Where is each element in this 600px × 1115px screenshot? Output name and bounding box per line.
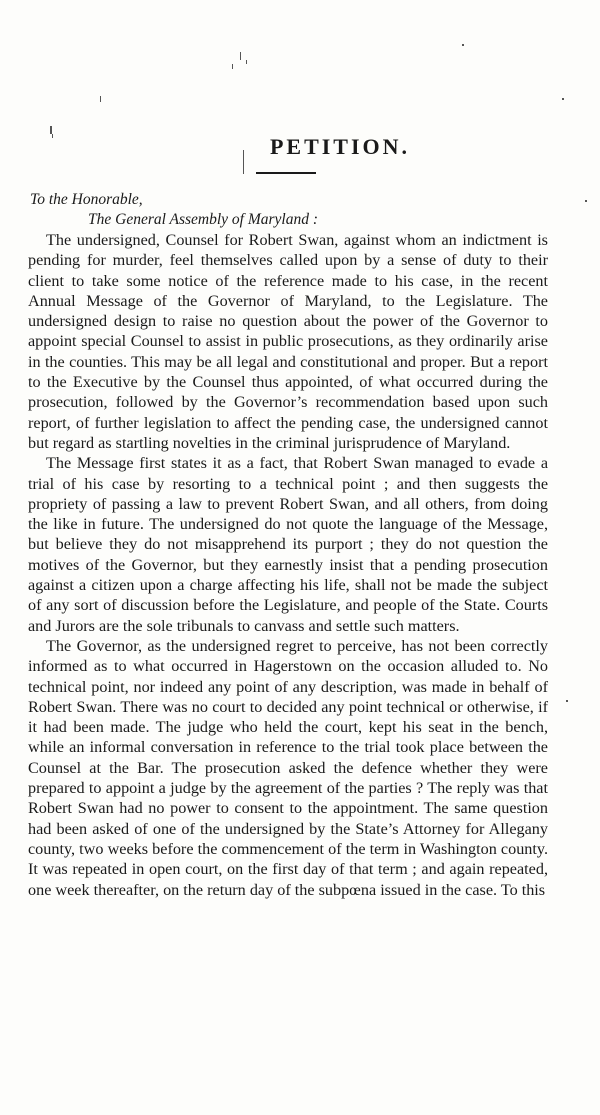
petition-body <box>28 230 548 900</box>
title-rule <box>256 172 316 174</box>
salutation-line-1: To the Honorable, <box>30 191 143 208</box>
salutation <box>30 190 570 230</box>
paragraph-2: The Message first states it as a fact, that Robert Swan managed to evade a trial of his case by resorting to a technical point ; and then suggests the propriety of passing a law to prevent Robert Swan, and all others, from doing the like in future. The undersigned do not quote the language of the Message, but believe they do not misapprehend its purport ; they do not question the motives of the Governor, but they earnestly insist that a pending prosecution against a citizen upon a charge affecting his life, shall not be made the subject of any sort of discussion before the Legislature, and people of the State. Courts and Jurors are the sole tribunals to canvass and settle such matters. <box>28 454 548 635</box>
salutation-line-2: The General Assembly of Maryland : <box>88 211 319 228</box>
paragraph-3: The Governor, as the undersigned regret to perceive, has not been correctly informed as to what occurred in Hagerstown on the occasion alluded to. No technical point, nor indeed any point of any description, was made in behalf of Robert Swan. There was no court to decided any point technical or otherwise, if it had been made. The judge who held the court, kept his seat in the bench, while an informal conversation in reference to the trial took place between the Counsel at the Bar. The prosecution asked the defence whether they were prepared to appoint a judge by the agreement of the parties ? The reply was that Robert Swan had no power to consent to the appointment. The same question had been asked of one of the undersigned by the State’s Attorney for Allegany county, two weeks before the commencement of the term in Washington county. It was repeated in open court, on the first day of that term ; and again repeated, one week thereafter, on the return day of the subpœna issued in the case. To this <box>28 636 548 899</box>
paragraph-1: The undersigned, Counsel for Robert Swan, against whom an indictment is pending for murder, feel themselves called upon by a sense of duty to their client to take some notice of the reference made to his case, in the recent Annual Message of the Governor of Maryland, to the Legislature. The undersigned design to raise no question about the power of the Governor to appoint special Counsel to assist in public prosecutions, as they ordinarily arise in the counties. This may be all legal and constitutional and proper. But a report to the Executive by the Counsel thus appointed, of what occurred during the prosecution, followed by the Governor’s recommendation based upon such report, of further legislation to affect the pending case, the undersigned cannot but regard as startling novelties in the criminal jurisprudence of Maryland. <box>28 231 548 452</box>
document-title: PETITION. <box>269 134 411 159</box>
